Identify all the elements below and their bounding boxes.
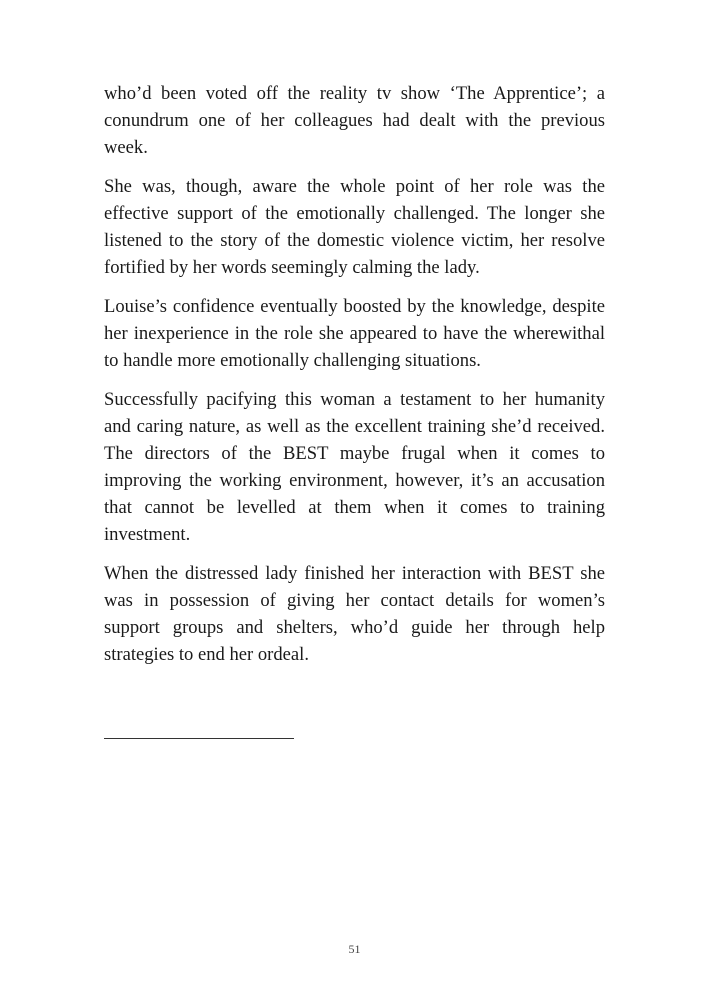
page-body [104,80,605,680]
paragraph-4: Successfully pacifying this woman a testament to her humanity and caring nature, as well as the excellent training she’d received. The directors of the BEST maybe frugal when it comes to improving the working environment, however, it’s an accusation that cannot be levelled at them when it comes to training investment. [104,389,605,545]
paragraph-2: She was, though, aware the whole point of her role was the effective support of the emotionally challenged. The longer she listened to the story of the domestic violence victim, her resolve fortified by her words seemingly calming the lady. [104,176,605,278]
page-number: 51 [348,942,361,956]
paragraph-3: Louise’s confidence eventually boosted by the knowledge, despite her inexperience in the role she appeared to have the wherewithal to handle more emotionally challenging situations. [104,296,605,371]
footnote-separator [104,738,294,739]
paragraph-5: When the distressed lady finished her interaction with BEST she was in possession of giving her contact details for women’s support groups and shelters, who’d guide her through help strategies to end her ordeal. [104,563,605,665]
paragraph-1: who’d been voted off the reality tv show ‘The Apprentice’; a conundrum one of her colleagues had dealt with the previous week. [104,83,605,158]
